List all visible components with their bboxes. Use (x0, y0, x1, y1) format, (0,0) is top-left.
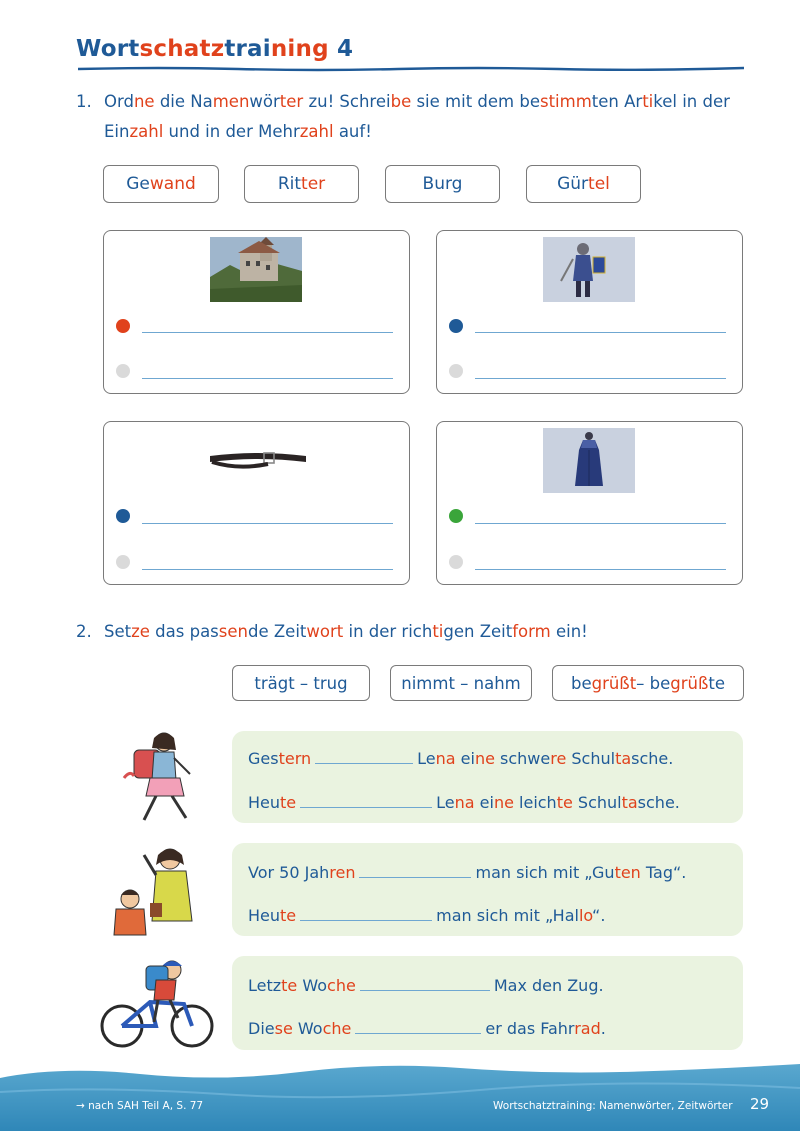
answer-card-knight (436, 230, 743, 394)
girl-backpack-illustration (104, 730, 216, 825)
page-number: 29 (750, 1095, 770, 1113)
article-dot-der-die-das (449, 319, 463, 333)
answer-line-plural[interactable] (142, 569, 393, 570)
title-part: Wort (76, 36, 140, 62)
footer-band (0, 1062, 800, 1131)
sentence-box-2 (232, 843, 743, 936)
article-dot-der-die-das (116, 509, 130, 523)
boy-and-woman-illustration (104, 843, 216, 938)
title-part: schatz (139, 36, 225, 62)
sentence-heute-1: Heute Lena eine leichte Schultasche. (248, 793, 680, 812)
sentence-box-3 (232, 956, 743, 1050)
answer-line-plural[interactable] (475, 569, 726, 570)
footer-topic: Wortschatztraining: Namenwörter, Zeitwörter (493, 1100, 733, 1112)
article-dot-der-die-das (116, 319, 130, 333)
article-dot-plural (116, 555, 130, 569)
task-1-instruction (104, 88, 744, 146)
gap-blank[interactable] (300, 793, 432, 808)
page-title (76, 36, 353, 62)
word-card-ritter[interactable]: Rit ter (244, 165, 359, 203)
sentence-heute-2: Heute man sich mit „Hallo“. (248, 906, 606, 925)
knight-picture (543, 237, 635, 302)
verb-card-nehmen[interactable]: nimmt – nahm (390, 665, 532, 701)
title-underline (78, 66, 746, 72)
sentence-diese-woche: Diese Woche er das Fahrrad. (248, 1019, 606, 1038)
article-dot-plural (449, 364, 463, 378)
word-card-gewand[interactable]: Ge wand (103, 165, 219, 203)
title-part: 4 (328, 36, 354, 62)
answer-card-robe (436, 421, 743, 585)
castle-picture (210, 237, 302, 302)
task-1-number: 1. (76, 92, 92, 111)
task-2-number: 2. (76, 622, 92, 641)
article-dot-der-die-das (449, 509, 463, 523)
verb-card-gruessen[interactable]: be grüßt – be grüß te (552, 665, 744, 701)
answer-line-plural[interactable] (142, 378, 393, 379)
title-part: ning (270, 36, 329, 62)
answer-card-castle (103, 230, 410, 394)
gap-blank[interactable] (300, 906, 432, 921)
sentence-box-1 (232, 731, 743, 823)
answer-card-belt (103, 421, 410, 585)
word-card-guertel[interactable]: Gür tel (526, 165, 641, 203)
answer-line-singular[interactable] (142, 332, 393, 333)
word-card-burg[interactable]: Burg (385, 165, 500, 203)
article-dot-plural (116, 364, 130, 378)
verb-card-tragen[interactable]: trägt – trug (232, 665, 370, 701)
article-dot-plural (449, 555, 463, 569)
sentence-vor-50-jahren: Vor 50 Jahren man sich mit „Guten Tag“. (248, 863, 687, 882)
boy-on-bicycle-illustration (94, 956, 218, 1051)
sentence-letzte-woche: Letzte Woche Max den Zug. (248, 976, 604, 995)
task-2-instruction: Setze das passende Zeitwort in der richtigen Zeitform ein! (104, 622, 588, 641)
sentence-gestern: Gestern Lena eine schwere Schultasche. (248, 749, 674, 768)
robe-picture (543, 428, 635, 493)
gap-blank[interactable] (360, 976, 490, 991)
gap-blank[interactable] (359, 863, 471, 878)
answer-line-singular[interactable] (142, 523, 393, 524)
gap-blank[interactable] (315, 749, 413, 764)
title-part: trai (224, 36, 271, 62)
task-1-line-1: Ordne die Namenwörter zu! Schreibe sie mit dem bestimmten Artikel in der (104, 92, 730, 111)
task-1-line-2: Einzahl und in der Mehrzahl auf! (104, 122, 372, 141)
gap-blank[interactable] (355, 1019, 481, 1034)
footer-reference: → nach SAH Teil A, S. 77 (76, 1100, 204, 1112)
belt-picture (208, 448, 308, 470)
answer-line-plural[interactable] (475, 378, 726, 379)
answer-line-singular[interactable] (475, 332, 726, 333)
answer-line-singular[interactable] (475, 523, 726, 524)
